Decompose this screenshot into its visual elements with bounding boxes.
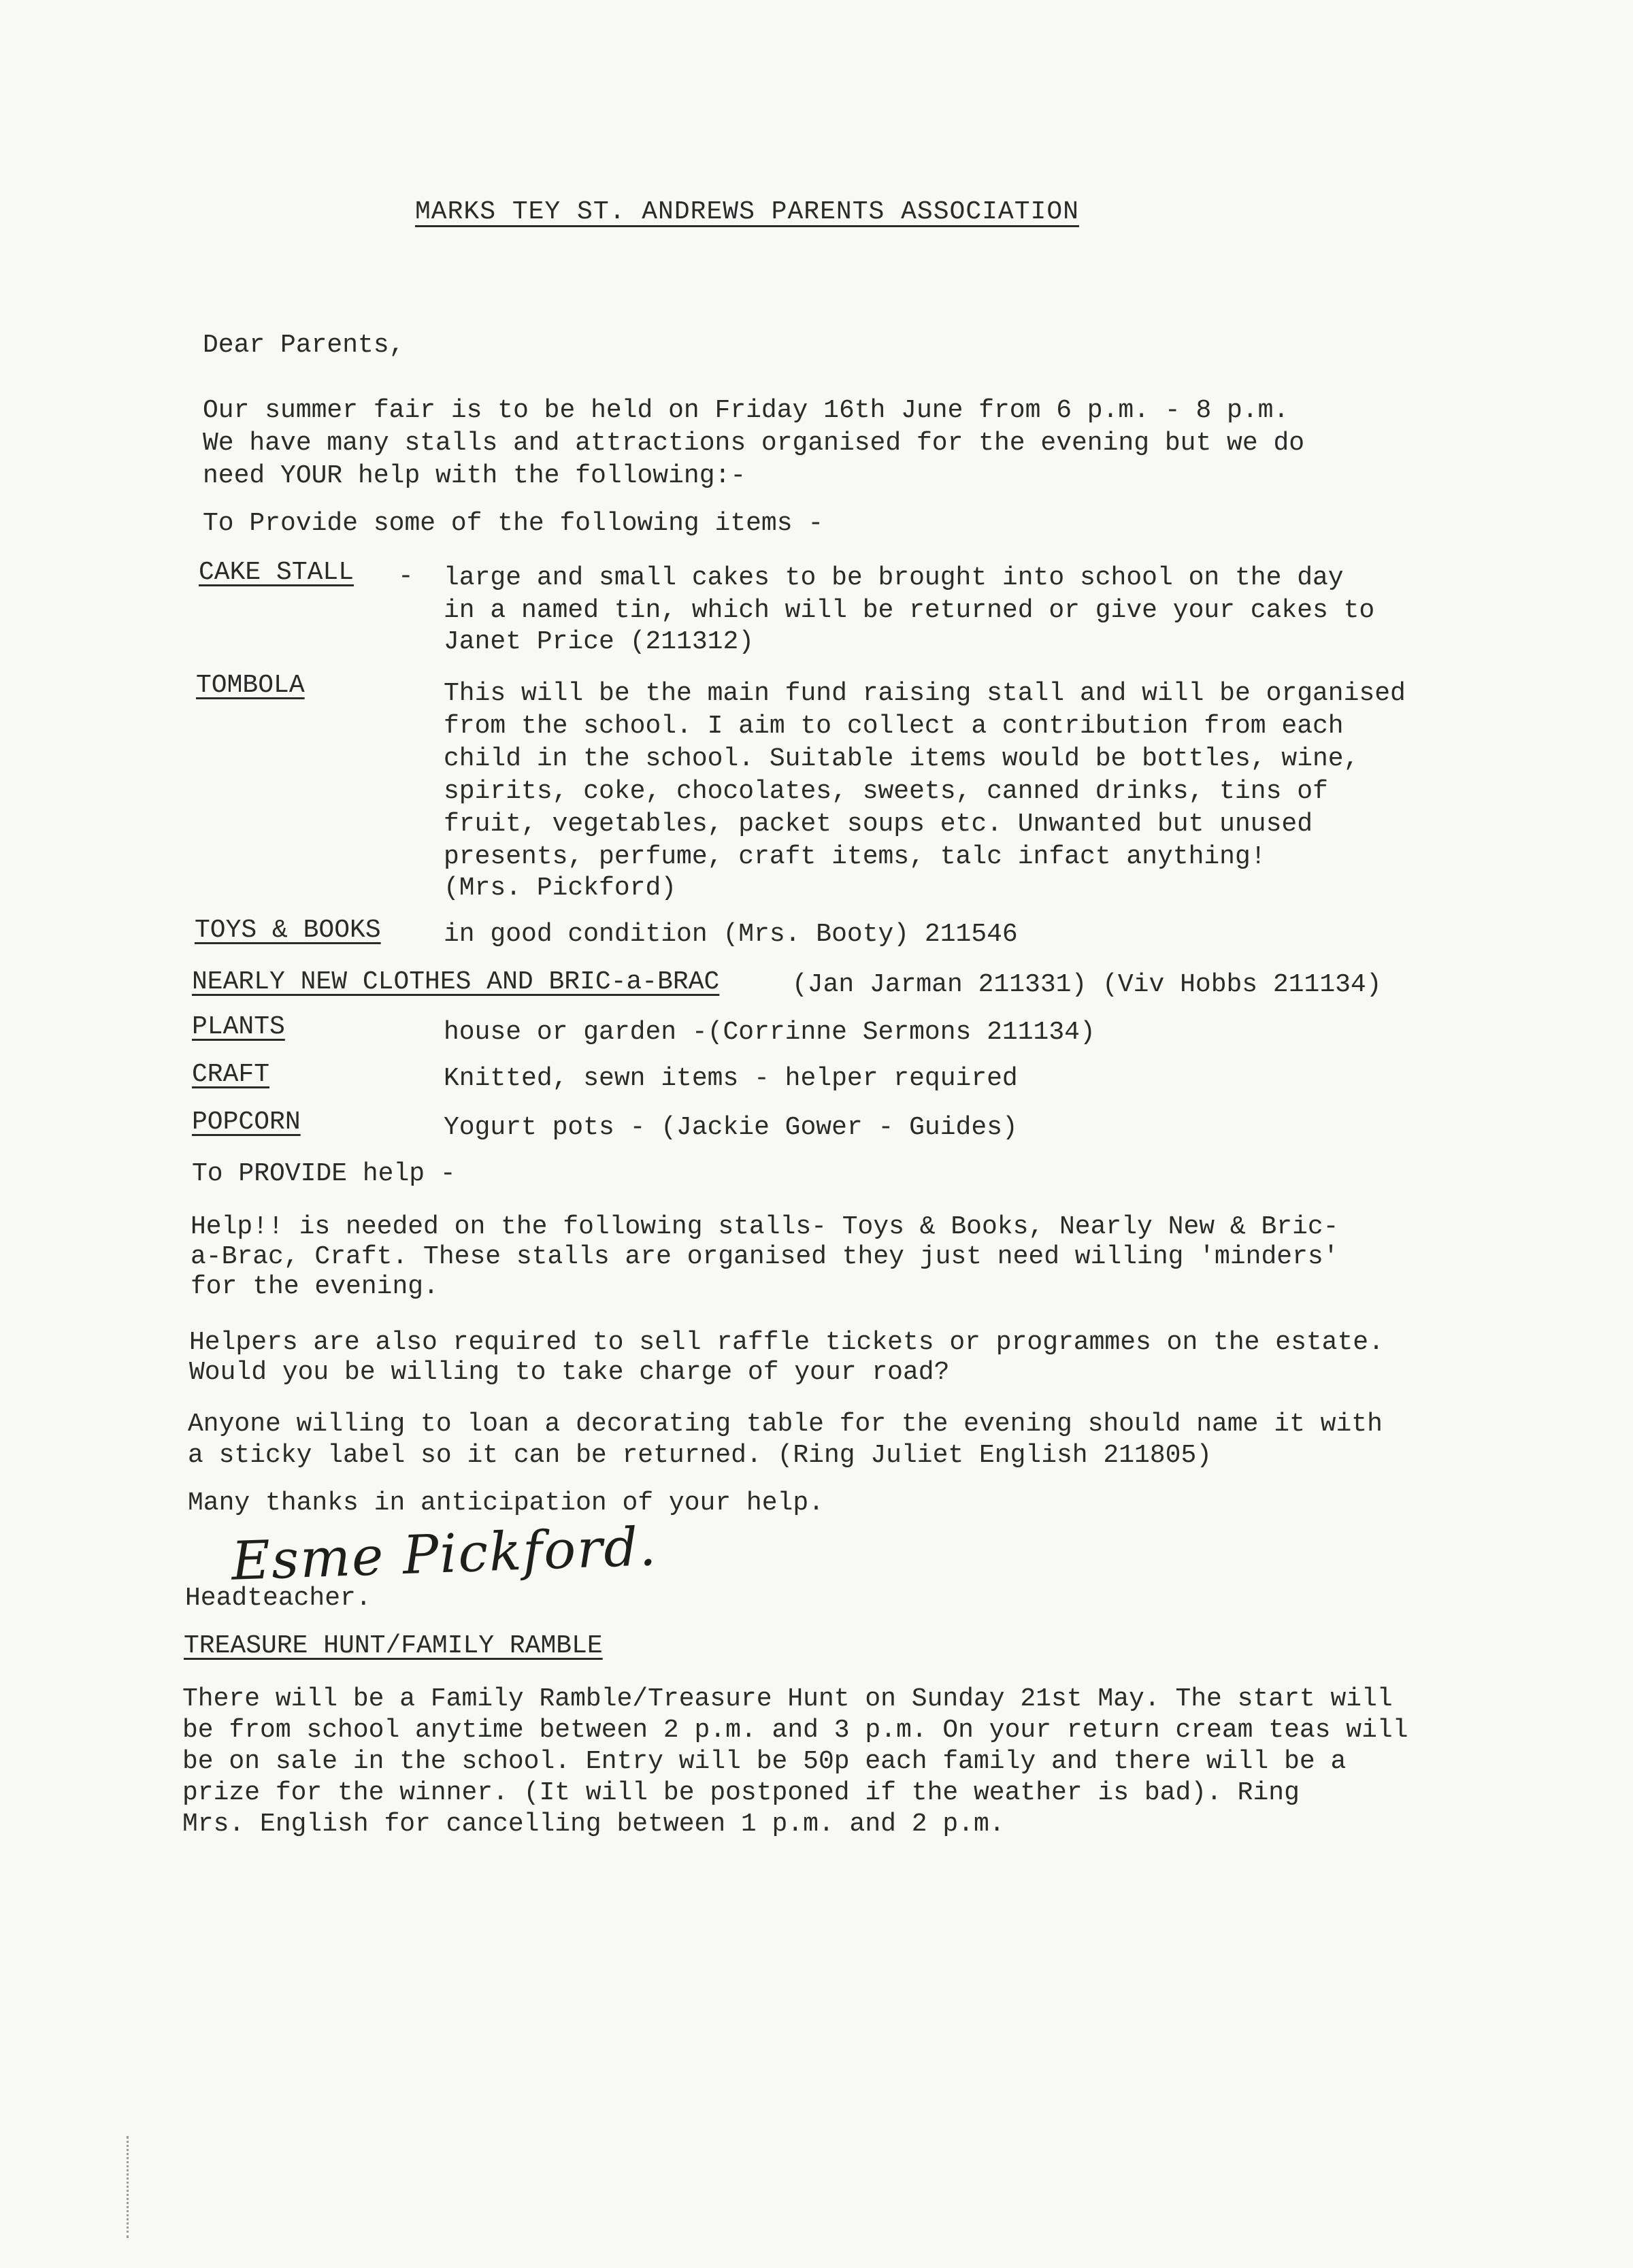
tombola-label: TOMBOLA xyxy=(196,671,305,700)
craft-detail: Knitted, sewn items - helper required xyxy=(444,1064,1018,1093)
association-title: MARKS TEY ST. ANDREWS PARENTS ASSOCIATION xyxy=(415,197,1079,227)
provide-help-heading: To PROVIDE help - xyxy=(192,1159,456,1188)
treasure-paragraph-line: be on sale in the school. Entry will be 50p each family and there will be a xyxy=(182,1747,1347,1776)
tombola-detail: child in the school. Suitable items would be bottles, wine, xyxy=(444,744,1359,773)
handwritten-signature: Esme Pickford. xyxy=(230,1516,659,1592)
nearly-new-label: NEARLY NEW CLOTHES AND BRIC-a-BRAC xyxy=(192,967,720,997)
provide-items-heading: To Provide some of the following items - xyxy=(203,509,824,538)
tombola-detail: from the school. I aim to collect a contribution from each xyxy=(444,712,1344,741)
treasure-paragraph-line: Mrs. English for cancelling between 1 p.m. and 2 p.m. xyxy=(182,1810,1005,1839)
help-paragraph-line: Help!! is needed on the following stalls- Toys & Books, Nearly New & Bric- xyxy=(191,1212,1339,1241)
plants-label: PLANTS xyxy=(192,1012,285,1041)
table-paragraph-line: a sticky label so it can be returned. (Ring Juliet English 211805) xyxy=(188,1441,1213,1470)
thanks-line: Many thanks in anticipation of your help. xyxy=(188,1488,824,1518)
tombola-detail: This will be the main fund raising stall and will be organised xyxy=(444,679,1406,708)
craft-label: CRAFT xyxy=(192,1060,270,1089)
treasure-paragraph-line: prize for the winner. (It will be postponed if the weather is bad). Ring xyxy=(182,1778,1300,1807)
tombola-detail: (Mrs. Pickford) xyxy=(444,873,677,903)
cake-stall-detail: Janet Price (211312) xyxy=(444,627,755,656)
popcorn-label: POPCORN xyxy=(192,1107,301,1137)
margin-marks xyxy=(127,2136,133,2238)
treasure-paragraph-line: be from school anytime between 2 p.m. and 3 p.m. On your return cream teas will xyxy=(182,1716,1408,1745)
toys-books-detail: in good condition (Mrs. Booty) 211546 xyxy=(444,920,1018,949)
treasure-paragraph-line: There will be a Family Ramble/Treasure Hunt on Sunday 21st May. The start will xyxy=(182,1684,1393,1714)
cake-stall-detail: in a named tin, which will be returned or give your cakes to xyxy=(444,596,1375,625)
helpers-paragraph-line: Helpers are also required to sell raffle tickets or programmes on the estate. xyxy=(189,1328,1384,1357)
salutation: Dear Parents, xyxy=(203,331,405,360)
tombola-detail: spirits, coke, chocolates, sweets, canned drinks, tins of xyxy=(444,777,1328,806)
help-paragraph-line: for the evening. xyxy=(191,1272,439,1301)
toys-books-label: TOYS & BOOKS xyxy=(195,916,381,945)
intro-line: need YOUR help with the following:- xyxy=(203,461,746,490)
intro-line: We have many stalls and attractions organised for the evening but we do xyxy=(203,429,1305,458)
nearly-new-detail: (Jan Jarman 211331) (Viv Hobbs 211134) xyxy=(792,970,1382,999)
signatory-title: Headteacher. xyxy=(185,1584,372,1613)
cake-stall-label: CAKE STALL xyxy=(199,558,354,587)
intro-line: Our summer fair is to be held on Friday 16th June from 6 p.m. - 8 p.m. xyxy=(203,396,1289,425)
popcorn-detail: Yogurt pots - (Jackie Gower - Guides) xyxy=(444,1113,1018,1142)
cake-stall-dash: - xyxy=(398,562,414,591)
table-paragraph-line: Anyone willing to loan a decorating table for the evening should name it with xyxy=(188,1410,1383,1439)
help-paragraph-line: a-Brac, Craft. These stalls are organised they just need willing 'minders' xyxy=(191,1242,1339,1271)
cake-stall-detail: large and small cakes to be brought into school on the day xyxy=(444,563,1344,593)
tombola-detail: fruit, vegetables, packet soups etc. Unwanted but unused xyxy=(444,810,1313,839)
tombola-detail: presents, perfume, craft items, talc infact anything! xyxy=(444,842,1266,871)
helpers-paragraph-line: Would you be willing to take charge of your road? xyxy=(189,1358,950,1387)
treasure-hunt-heading: TREASURE HUNT/FAMILY RAMBLE xyxy=(184,1631,603,1661)
plants-detail: house or garden -(Corrinne Sermons 211134) xyxy=(444,1018,1095,1047)
